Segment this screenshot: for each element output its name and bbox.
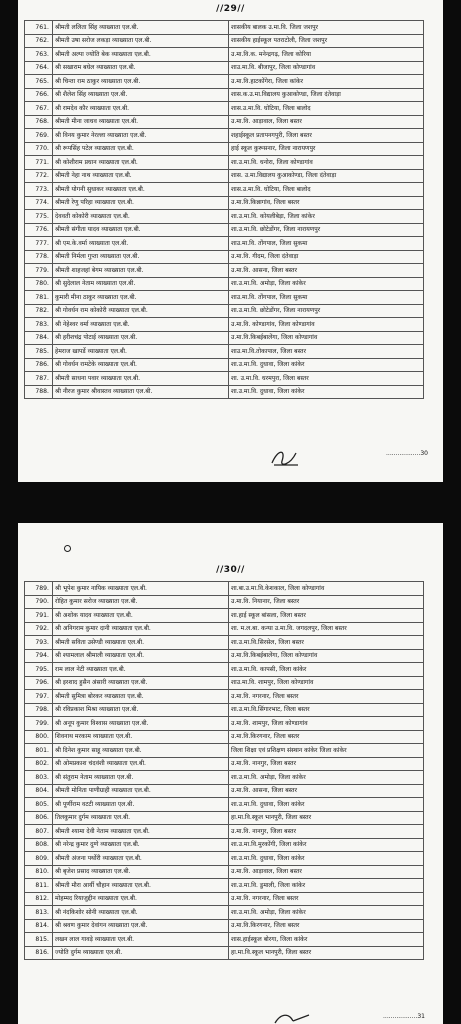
- table-row: [25, 663, 424, 677]
- teacher-name-cell: श्री रामदेव कौर व्याख्याता एल.बी.: [53, 102, 229, 116]
- table-row: [25, 291, 424, 305]
- serial-number-cell: 769.: [25, 129, 53, 143]
- serial-number-cell: 772.: [25, 169, 53, 183]
- teacher-name-cell: श्रीमती ललिता सिंह व्याख्याता एल.बी.: [53, 21, 229, 35]
- teacher-name-cell: श्रीमती साधना पवार व्याख्याता एल.बी.: [53, 372, 229, 386]
- document-page-29: [18, 0, 443, 482]
- table-row: [25, 784, 424, 798]
- teacher-name-cell: श्री नरेन्द्र कुमार दुग्गे व्याख्याता एल.बी.: [53, 838, 229, 852]
- posting-school-cell: शा.उ.मा.वि. छोटेडोंगर, जिला नारायणपुर: [229, 223, 424, 237]
- serial-number-cell: 792.: [25, 622, 53, 636]
- page-header: //30//: [216, 565, 245, 575]
- table-row: [25, 906, 424, 920]
- posting-school-cell: उ.मा.वि.किरगनार, जिला बस्तर: [229, 730, 424, 744]
- table-row: [25, 385, 424, 399]
- teacher-name-cell: श्री विनय कुमार नेरल्ला व्याख्याता एल.बी.: [53, 129, 229, 143]
- posting-school-cell: शास.क.उ.मा.विद्यालय कुआकोण्डा, जिला दंतेवाड़ा: [229, 88, 424, 102]
- table-row: [25, 933, 424, 947]
- serial-number-cell: 775.: [25, 210, 53, 224]
- serial-number-cell: 814.: [25, 919, 53, 933]
- serial-number-cell: 793.: [25, 636, 53, 650]
- serial-number-cell: 803.: [25, 771, 53, 785]
- posting-school-cell: उ.मा.वि. आसना, जिला बस्तर: [229, 784, 424, 798]
- table-row: [25, 129, 424, 143]
- posting-school-cell: जिला शिक्षा एवं प्रशिक्षण संस्थान कांकेर जिला कांकेर: [229, 744, 424, 758]
- serial-number-cell: 765.: [25, 75, 53, 89]
- serial-number-cell: 812.: [25, 892, 53, 906]
- teacher-name-cell: श्रीमती मोनिता पाणीग्राही व्याख्याता एल.बी.: [53, 784, 229, 798]
- posting-school-cell: शा.हाई स्कूल बांसला, जिला बस्तर: [229, 609, 424, 623]
- table-row: [25, 34, 424, 48]
- table-row: [25, 61, 424, 75]
- posting-school-cell: उ.मा.वि. नगरनार, जिला बस्तर: [229, 892, 424, 906]
- teacher-name-cell: शिवनाथ मरकाम व्याख्याता एल.बी.: [53, 730, 229, 744]
- table-row: [25, 649, 424, 663]
- posting-school-cell: शाउ.मा.वि.तोकापाल, जिला बस्तर: [229, 345, 424, 359]
- posting-school-cell: शा.उ.मा.वि. दुधावा, जिला कांकेर: [229, 798, 424, 812]
- posting-school-cell: उ.मा.वि.क. मनेन्द्रगढ़, जिला कोरिया: [229, 48, 424, 62]
- footer-leader: ..................: [383, 1013, 418, 1020]
- teacher-name-cell: तिलकुमार दुर्गम व्याख्याता एल.बी.: [53, 811, 229, 825]
- posting-school-cell: उ.मा.वि.हाटकोंगेरा, जिला कांकेर: [229, 75, 424, 89]
- posting-school-cell: शा.उ.मा.वि. दुधावा, जिला कांकेर: [229, 852, 424, 866]
- table-row: [25, 582, 424, 596]
- posting-school-cell: शा. म.ल.बा. कन्या उ.मा.वि. जगदलपुर, जिला बस्तर: [229, 622, 424, 636]
- serial-number-cell: 808.: [25, 838, 53, 852]
- posting-school-cell: उ.मा.वि.किन्नागांव, जिला बस्तर: [229, 196, 424, 210]
- teacher-name-cell: श्री भूपेश कुमार नायिक व्याख्याता एल.बी.: [53, 582, 229, 596]
- teacher-name-cell: श्री शैलेश सिंह व्याख्याता एल.बी.: [53, 88, 229, 102]
- table-row: [25, 879, 424, 893]
- teacher-name-cell: श्रीमती नेहा नाथ व्याख्याता एल.बी.: [53, 169, 229, 183]
- teacher-name-cell: श्री सखाराम बघेल व्याख्याता एल.बी.: [53, 61, 229, 75]
- posting-school-cell: शा.उ.मा.वि. दुधावा, जिला कांकेर: [229, 385, 424, 399]
- teacher-name-cell: श्री नीरज कुमार श्रीवास्तव व्याख्याता एल.बी.: [53, 385, 229, 399]
- table-row: [25, 169, 424, 183]
- footer-number: 30: [420, 450, 428, 457]
- posting-school-cell: शा.उ.मा.वि.मुरकोंगी, जिला कांकेर: [229, 838, 424, 852]
- posting-school-cell: शाउ.मा.वि. बीजापुर, जिला कोण्डागांव: [229, 61, 424, 75]
- serial-number-cell: 797.: [25, 690, 53, 704]
- teacher-name-cell: श्री अनिगराम कुमार दानी व्याख्याता एल.बी.: [53, 622, 229, 636]
- teacher-name-cell: श्री नेहेश्वर वर्मा व्याख्याता एल.बी.: [53, 318, 229, 332]
- teacher-name-cell: ज्योति दुर्गम व्याख्याता एल.बी.: [53, 946, 229, 960]
- serial-number-cell: 794.: [25, 649, 53, 663]
- teacher-name-cell: श्री हरीशचंद्र पोटाई व्याख्याता एल.बी.: [53, 331, 229, 345]
- teacher-name-cell: श्रीमती सुमित्रा बोरकर व्याख्याता एल.बी.: [53, 690, 229, 704]
- teacher-name-cell: श्री इरशाद हुसैन अंसारी व्याख्याता एल.बी.: [53, 676, 229, 690]
- teacher-name-cell: श्री गोवर्धन राम कोकोरी व्याख्याता एल.बी.: [53, 304, 229, 318]
- roster-table: [24, 20, 424, 399]
- serial-number-cell: 800.: [25, 730, 53, 744]
- serial-number-cell: 790.: [25, 595, 53, 609]
- table-row: [25, 196, 424, 210]
- table-row: [25, 717, 424, 731]
- posting-school-cell: उ.मा.वि. गीदम, जिला दंतेवाड़ा: [229, 250, 424, 264]
- footer-leader: ..................: [386, 450, 421, 457]
- teacher-name-cell: श्री दिनेश कुमार साहू व्याख्याता एल.बी.: [53, 744, 229, 758]
- table-row: [25, 811, 424, 825]
- teacher-name-cell: श्रीमती निर्मला गुप्ता व्याख्याता एल.बी.: [53, 250, 229, 264]
- signature-mark: [268, 445, 302, 471]
- teacher-name-cell: हेमराज खापर्डे व्याख्याता एल.बी.: [53, 345, 229, 359]
- table-row: [25, 798, 424, 812]
- table-row: [25, 277, 424, 291]
- serial-number-cell: 771.: [25, 156, 53, 170]
- serial-number-cell: 815.: [25, 933, 53, 947]
- table-row: [25, 372, 424, 386]
- serial-number-cell: 781.: [25, 291, 53, 305]
- teacher-name-cell: मोहम्मद रियाजुद्दीन व्याख्याता एल.बी.: [53, 892, 229, 906]
- posting-school-cell: शा.बा.उ.मा.वि.केशकाल, जिला कोण्डागांव: [229, 582, 424, 596]
- posting-school-cell: शास.हाईस्कूल बोरगा, जिला कांकेर: [229, 933, 424, 947]
- posting-school-cell: उ.मा.वि.किबईबालेंगा, जिला कोण्डागांव: [229, 331, 424, 345]
- table-row: [25, 730, 424, 744]
- serial-number-cell: 788.: [25, 385, 53, 399]
- teacher-name-cell: श्रीमती अल्पा ज्योति बेक व्याख्याता एल.बी.: [53, 48, 229, 62]
- teacher-name-cell: श्री ओमप्रकाश चंदवंशी व्याख्याता एल.बी.: [53, 757, 229, 771]
- serial-number-cell: 784.: [25, 331, 53, 345]
- posting-school-cell: शा.उ.मा.वि. अमोड़ा, जिला कांकेर: [229, 906, 424, 920]
- table-row: [25, 223, 424, 237]
- serial-number-cell: 779.: [25, 264, 53, 278]
- table-row: [25, 946, 424, 960]
- page-header: //29//: [216, 4, 245, 14]
- serial-number-cell: 778.: [25, 250, 53, 264]
- table-row: [25, 264, 424, 278]
- serial-number-cell: 764.: [25, 61, 53, 75]
- serial-number-cell: 782.: [25, 304, 53, 318]
- serial-number-cell: 791.: [25, 609, 53, 623]
- serial-number-cell: 766.: [25, 88, 53, 102]
- teacher-name-cell: श्री श्रवण कुमार देवांगन व्याख्याता एल.बी.: [53, 919, 229, 933]
- posting-school-cell: शाउ.मा.वि. तोंगपाल, जिला सुकमा: [229, 237, 424, 251]
- serial-number-cell: 768.: [25, 115, 53, 129]
- table-row: [25, 75, 424, 89]
- serial-number-cell: 809.: [25, 852, 53, 866]
- posting-school-cell: शास. उ.मा.विद्यालय कुआकोण्डा, जिला दंतेवाड़ा: [229, 169, 424, 183]
- page-footer-number: [386, 450, 428, 457]
- teacher-name-cell: श्री श्यामलाल श्रीमाली व्याख्याता एल.बी.: [53, 649, 229, 663]
- table-row: [25, 622, 424, 636]
- table-row: [25, 676, 424, 690]
- serial-number-cell: 763.: [25, 48, 53, 62]
- serial-number-cell: 783.: [25, 318, 53, 332]
- posting-school-cell: शास.उ.मा.वि. घोटिया, जिला बालोद: [229, 183, 424, 197]
- page-footer-number: [383, 1013, 425, 1020]
- posting-school-cell: शास.उ.मा.वि. घोटिया, जिला बालोद: [229, 102, 424, 116]
- posting-school-cell: हा.मा.वि.स्कूल भानपुरी, जिला बस्तर: [229, 811, 424, 825]
- teacher-name-cell: श्री एम.के.वर्मा व्याख्याता एल.बी.: [53, 237, 229, 251]
- serial-number-cell: 811.: [25, 879, 53, 893]
- posting-school-cell: शा.उ.मा.वि. कापसी, जिला कांकेर: [229, 663, 424, 677]
- table-row: [25, 825, 424, 839]
- serial-number-cell: 805.: [25, 798, 53, 812]
- serial-number-cell: 785.: [25, 345, 53, 359]
- posting-school-cell: शासकीय हाईस्कूल पतराटोली, जिला जशपुर: [229, 34, 424, 48]
- posting-school-cell: शा.उ.मा.वि. डुमाली, जिला कांकेर: [229, 879, 424, 893]
- serial-number-cell: 795.: [25, 663, 53, 677]
- teacher-name-cell: श्रीमती संगीता यादव व्याख्याता एल.बी.: [53, 223, 229, 237]
- teacher-name-cell: श्रीमती अंजना पर्थोरी व्याख्याता एल.बी.: [53, 852, 229, 866]
- serial-number-cell: 810.: [25, 865, 53, 879]
- teacher-name-cell: श्री बृजेश प्रसाद व्याख्याता एल.बी.: [53, 865, 229, 879]
- table-row: [25, 156, 424, 170]
- teacher-name-cell: श्रीमती मौरा आर्यी चौहान व्याख्याता एल.बी.: [53, 879, 229, 893]
- serial-number-cell: 816.: [25, 946, 53, 960]
- table-row: [25, 744, 424, 758]
- posting-school-cell: हाई स्कूल कुरूसनार, जिला नारायणपुर: [229, 142, 424, 156]
- serial-number-cell: 787.: [25, 372, 53, 386]
- serial-number-cell: 780.: [25, 277, 53, 291]
- teacher-name-cell: श्री रूपसिंह पटेल व्याख्याता एल.बी.: [53, 142, 229, 156]
- posting-school-cell: शहाईस्कूल प्रतापनगपुरी, जिला बस्तर: [229, 129, 424, 143]
- roster-table: [24, 581, 424, 960]
- teacher-name-cell: श्री चिन्ता राम ठाकुर व्याख्याता एल.बी.: [53, 75, 229, 89]
- posting-school-cell: शाउ.मा.वि. तोंगपाल, जिला सुकमा: [229, 291, 424, 305]
- teacher-name-cell: रोहित कुमार सरोज व्याख्याता एल.बी.: [53, 595, 229, 609]
- posting-school-cell: शा.उ.मा.वि. अमोड़ा, जिला कांकेर: [229, 277, 424, 291]
- teacher-name-cell: श्रीमती उषा सरोज लकड़ा व्याख्याता एल.बी.: [53, 34, 229, 48]
- serial-number-cell: 770.: [25, 142, 53, 156]
- signature-mark: [273, 1011, 313, 1024]
- posting-school-cell: शा.उ.मा.वि. अमोड़ा, जिला कांकेर: [229, 771, 424, 785]
- posting-school-cell: शा.उ.मा.वि.सिंगारभाट, जिला बस्तर: [229, 703, 424, 717]
- serial-number-cell: 802.: [25, 757, 53, 771]
- table-row: [25, 304, 424, 318]
- serial-number-cell: 776.: [25, 223, 53, 237]
- serial-number-cell: 796.: [25, 676, 53, 690]
- serial-number-cell: 798.: [25, 703, 53, 717]
- posting-school-cell: शा.उ.मा.वि. छोटेडोंगर, जिला नारायणपुर: [229, 304, 424, 318]
- teacher-name-cell: श्रीमती सविता उसेण्डी व्याख्याता एल.बी.: [53, 636, 229, 650]
- document-page-30: [18, 523, 443, 1024]
- serial-number-cell: 773.: [25, 183, 53, 197]
- teacher-name-cell: श्री कोशीराम प्रधान व्याख्याता एल.बी.: [53, 156, 229, 170]
- serial-number-cell: 813.: [25, 906, 53, 920]
- serial-number-cell: 806.: [25, 811, 53, 825]
- table-row: [25, 48, 424, 62]
- table-row: [25, 115, 424, 129]
- teacher-name-cell: श्री रविप्रकाश मिश्रा व्याख्याता एल.बी.: [53, 703, 229, 717]
- posting-school-cell: उ.मा.वि. आड़ावाल, जिला बस्तर: [229, 865, 424, 879]
- posting-school-cell: शा. उ.मा.वि. धरमपुरा, जिला बस्तर: [229, 372, 424, 386]
- posting-school-cell: उ.मा.वि. कोण्डागांव, जिला कोण्डागांव: [229, 318, 424, 332]
- table-row: [25, 21, 424, 35]
- table-row: [25, 703, 424, 717]
- serial-number-cell: 804.: [25, 784, 53, 798]
- serial-number-cell: 799.: [25, 717, 53, 731]
- serial-number-cell: 774.: [25, 196, 53, 210]
- teacher-name-cell: कुमारी मीना ठाकुर व्याख्याता एल.बी.: [53, 291, 229, 305]
- teacher-name-cell: श्रीमती श्यामा देवी नेताम व्याख्याता एल.बी.: [53, 825, 229, 839]
- table-row: [25, 865, 424, 879]
- teacher-name-cell: लखन लाल गावड़े व्याख्याता एल.बी.: [53, 933, 229, 947]
- posting-school-cell: हा.मा.वि.स्कूल भानपुरी, जिला बस्तर: [229, 946, 424, 960]
- posting-school-cell: उ.मा.वि. नियानार, जिला बस्तर: [229, 595, 424, 609]
- posting-school-cell: शा.उ.मा.वि. धनोरा, जिला कोण्डागांव: [229, 156, 424, 170]
- table-row: [25, 636, 424, 650]
- posting-school-cell: उ.मा.वि.किबईबालेंगा, जिला कोण्डागांव: [229, 649, 424, 663]
- serial-number-cell: 762.: [25, 34, 53, 48]
- table-row: [25, 345, 424, 359]
- posting-school-cell: उ.मा.वि. शामपुर, जिला कोण्डागांव: [229, 717, 424, 731]
- posting-school-cell: उ.मा.वि. नगरनार, जिला बस्तर: [229, 690, 424, 704]
- table-row: [25, 771, 424, 785]
- table-row: [25, 237, 424, 251]
- posting-school-cell: शा.उ.मा.वि. कोयलीबेड़ा, जिला कांकेर: [229, 210, 424, 224]
- posting-school-cell: शाउ.मा.वि. शामपुर, जिला कोण्डागांव: [229, 676, 424, 690]
- teacher-name-cell: श्री संतुराम नेताम व्याख्याता एल.बी.: [53, 771, 229, 785]
- posting-school-cell: उ.मा.वि. नानगुर, जिला बस्तर: [229, 757, 424, 771]
- posting-school-cell: उ.मा.वि.किरगनार, जिला बस्तर: [229, 919, 424, 933]
- serial-number-cell: 767.: [25, 102, 53, 116]
- table-row: [25, 142, 424, 156]
- posting-school-cell: उ.मा.वि. आसना, जिला बस्तर: [229, 264, 424, 278]
- table-row: [25, 210, 424, 224]
- teacher-name-cell: श्री अनूप कुमार विश्वास व्याख्याता एल.बी.: [53, 717, 229, 731]
- serial-number-cell: 807.: [25, 825, 53, 839]
- serial-number-cell: 789.: [25, 582, 53, 596]
- table-row: [25, 838, 424, 852]
- table-row: [25, 318, 424, 332]
- posting-school-cell: शा.उ.मा.वि.सिरसेल, जिला बस्तर: [229, 636, 424, 650]
- punch-hole-mark: [64, 545, 71, 552]
- teacher-name-cell: श्री पूर्णीराम वटटी व्याख्याता एल.बी.: [53, 798, 229, 812]
- table-row: [25, 757, 424, 771]
- posting-school-cell: उ.मा.वि. आड़ावाल, जिला बस्तर: [229, 115, 424, 129]
- teacher-name-cell: राम लाल नेटी व्याख्याता एल.बी.: [53, 663, 229, 677]
- table-row: [25, 331, 424, 345]
- teacher-name-cell: श्री गोवर्धन रामटेके व्याख्याता एल.बी.: [53, 358, 229, 372]
- posting-school-cell: शा.उ.मा.वि. दुधावा, जिला कांकेर: [229, 358, 424, 372]
- serial-number-cell: 777.: [25, 237, 53, 251]
- serial-number-cell: 801.: [25, 744, 53, 758]
- serial-number-cell: 786.: [25, 358, 53, 372]
- table-row: [25, 250, 424, 264]
- teacher-name-cell: देववती कोकोरी व्याख्याता एल.बी.: [53, 210, 229, 224]
- table-row: [25, 102, 424, 116]
- table-row: [25, 358, 424, 372]
- table-row: [25, 690, 424, 704]
- table-row: [25, 88, 424, 102]
- table-row: [25, 892, 424, 906]
- table-row: [25, 852, 424, 866]
- teacher-name-cell: श्रीमती मीना जाधव व्याख्याता एल.बी.: [53, 115, 229, 129]
- teacher-name-cell: श्री सुदेलाल नेताम व्याख्याता एल.बी.: [53, 277, 229, 291]
- table-row: [25, 609, 424, 623]
- footer-number: 31: [417, 1013, 425, 1020]
- posting-school-cell: उ.मा.वि. नानगुर, जिला बस्तर: [229, 825, 424, 839]
- teacher-name-cell: श्रीमती रेणु परिहा व्याख्याता एल.बी.: [53, 196, 229, 210]
- table-row: [25, 183, 424, 197]
- teacher-name-cell: श्रीमती शाहजहां बेगम व्याख्याता एल.बी.: [53, 264, 229, 278]
- table-row: [25, 595, 424, 609]
- serial-number-cell: 761.: [25, 21, 53, 35]
- teacher-name-cell: श्री नंदकिशोर सोनी व्याख्याता एल.बी.: [53, 906, 229, 920]
- posting-school-cell: शासकीय बालक उ.मा.वि. जिला जशपुर: [229, 21, 424, 35]
- table-row: [25, 919, 424, 933]
- teacher-name-cell: श्री अशोक यादव व्याख्याता एल.बी.: [53, 609, 229, 623]
- teacher-name-cell: श्रीमती योगनी सुधाकर व्याख्याता एल.बी.: [53, 183, 229, 197]
